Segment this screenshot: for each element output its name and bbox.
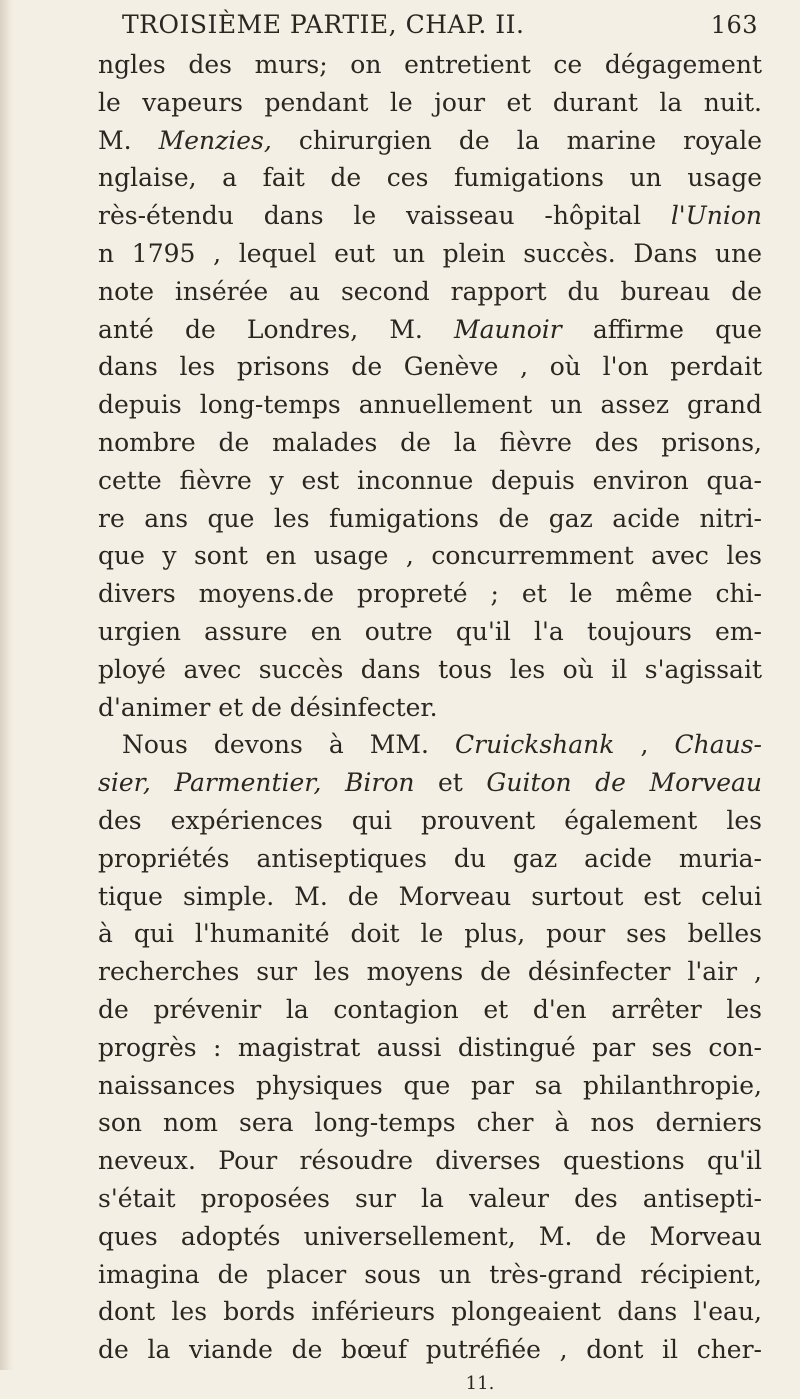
text-line: tique simple. M. de Morveau surtout est celui bbox=[98, 881, 762, 911]
text-line: n 1795 , lequel eut un plein succès. Dans une bbox=[98, 238, 762, 268]
text-line: recherches sur les moyens de désinfecter l'air , bbox=[98, 957, 762, 987]
text-line: sier, Parmentier, Biron et Guiton de Morveau bbox=[98, 768, 762, 798]
text-line: rès-étendu dans le vaisseau -hôpital l'Union bbox=[98, 201, 762, 231]
text-line: nombre de malades de la fièvre des prisons, bbox=[98, 427, 762, 457]
text-line: d'animer et de désinfecter. bbox=[98, 692, 438, 722]
text-line: anté de Londres, M. Maunoir affirme que bbox=[98, 314, 762, 344]
signature-mark: 11. bbox=[465, 1372, 495, 1394]
text-line: ngles des murs; on entretient ce dégagement bbox=[98, 50, 762, 79]
text-line: s'était proposées sur la valeur des antisepti- bbox=[98, 1183, 762, 1213]
text-line: des expériences qui prouvent également les bbox=[98, 805, 762, 835]
text-line: progrès : magistrat aussi distingué par ses con- bbox=[98, 1032, 762, 1062]
book-gutter bbox=[0, 0, 14, 1370]
text-line: imagina de placer sous un très-grand récipient, bbox=[98, 1259, 762, 1289]
text-line: divers moyens.de propreté ; et le même chi- bbox=[98, 579, 762, 609]
text-line: de la viande de bœuf putréfiée , dont il cher- bbox=[98, 1335, 762, 1365]
text-line: que y sont en usage , concurremment avec les bbox=[98, 541, 762, 571]
page-number: 163 bbox=[710, 11, 758, 39]
running-title: TROISIÈME PARTIE, CHAP. II. bbox=[122, 10, 525, 39]
text-line: cette fièvre y est inconnue depuis environ qua- bbox=[98, 465, 762, 495]
book-page bbox=[98, 6, 762, 1399]
text-line: propriétés antiseptiques du gaz acide muria- bbox=[98, 843, 762, 873]
text-line: naissances physiques que par sa philanthropie, bbox=[98, 1070, 762, 1100]
running-header bbox=[98, 6, 762, 44]
text-line: à qui l'humanité doit le plus, pour ses belles bbox=[98, 919, 762, 949]
body-text bbox=[98, 46, 762, 1369]
text-line: dont les bords inférieurs plongeaient dans l'eau, bbox=[98, 1297, 762, 1327]
text-line: neveux. Pour résoudre diverses questions qu'il bbox=[98, 1146, 762, 1176]
text-line: urgien assure en outre qu'il l'a toujours em- bbox=[98, 616, 762, 646]
text-line: nglaise, a fait de ces fumigations un usage bbox=[98, 163, 762, 193]
text-line: re ans que les fumigations de gaz acide nitri- bbox=[98, 503, 762, 533]
text-line: son nom sera long-temps cher à nos derniers bbox=[98, 1108, 762, 1138]
text-line: de prévenir la contagion et d'en arrêter les bbox=[98, 994, 762, 1024]
text-line: M. Menzies, chirurgien de la marine royale bbox=[98, 125, 762, 155]
text-line: le vapeurs pendant le jour et durant la nuit. bbox=[98, 87, 762, 117]
text-line: ques adoptés universellement, M. de Morveau bbox=[98, 1221, 762, 1251]
text-line: note insérée au second rapport du bureau de bbox=[98, 276, 762, 306]
text-line: Nous devons à MM. Cruickshank , Chaus- bbox=[122, 730, 762, 760]
text-line: dans les prisons de Genève , où l'on perdait bbox=[98, 352, 762, 382]
text-line: depuis long-temps annuellement un assez grand bbox=[98, 390, 762, 420]
text-line: ployé avec succès dans tous les où il s'agissait bbox=[98, 654, 762, 684]
